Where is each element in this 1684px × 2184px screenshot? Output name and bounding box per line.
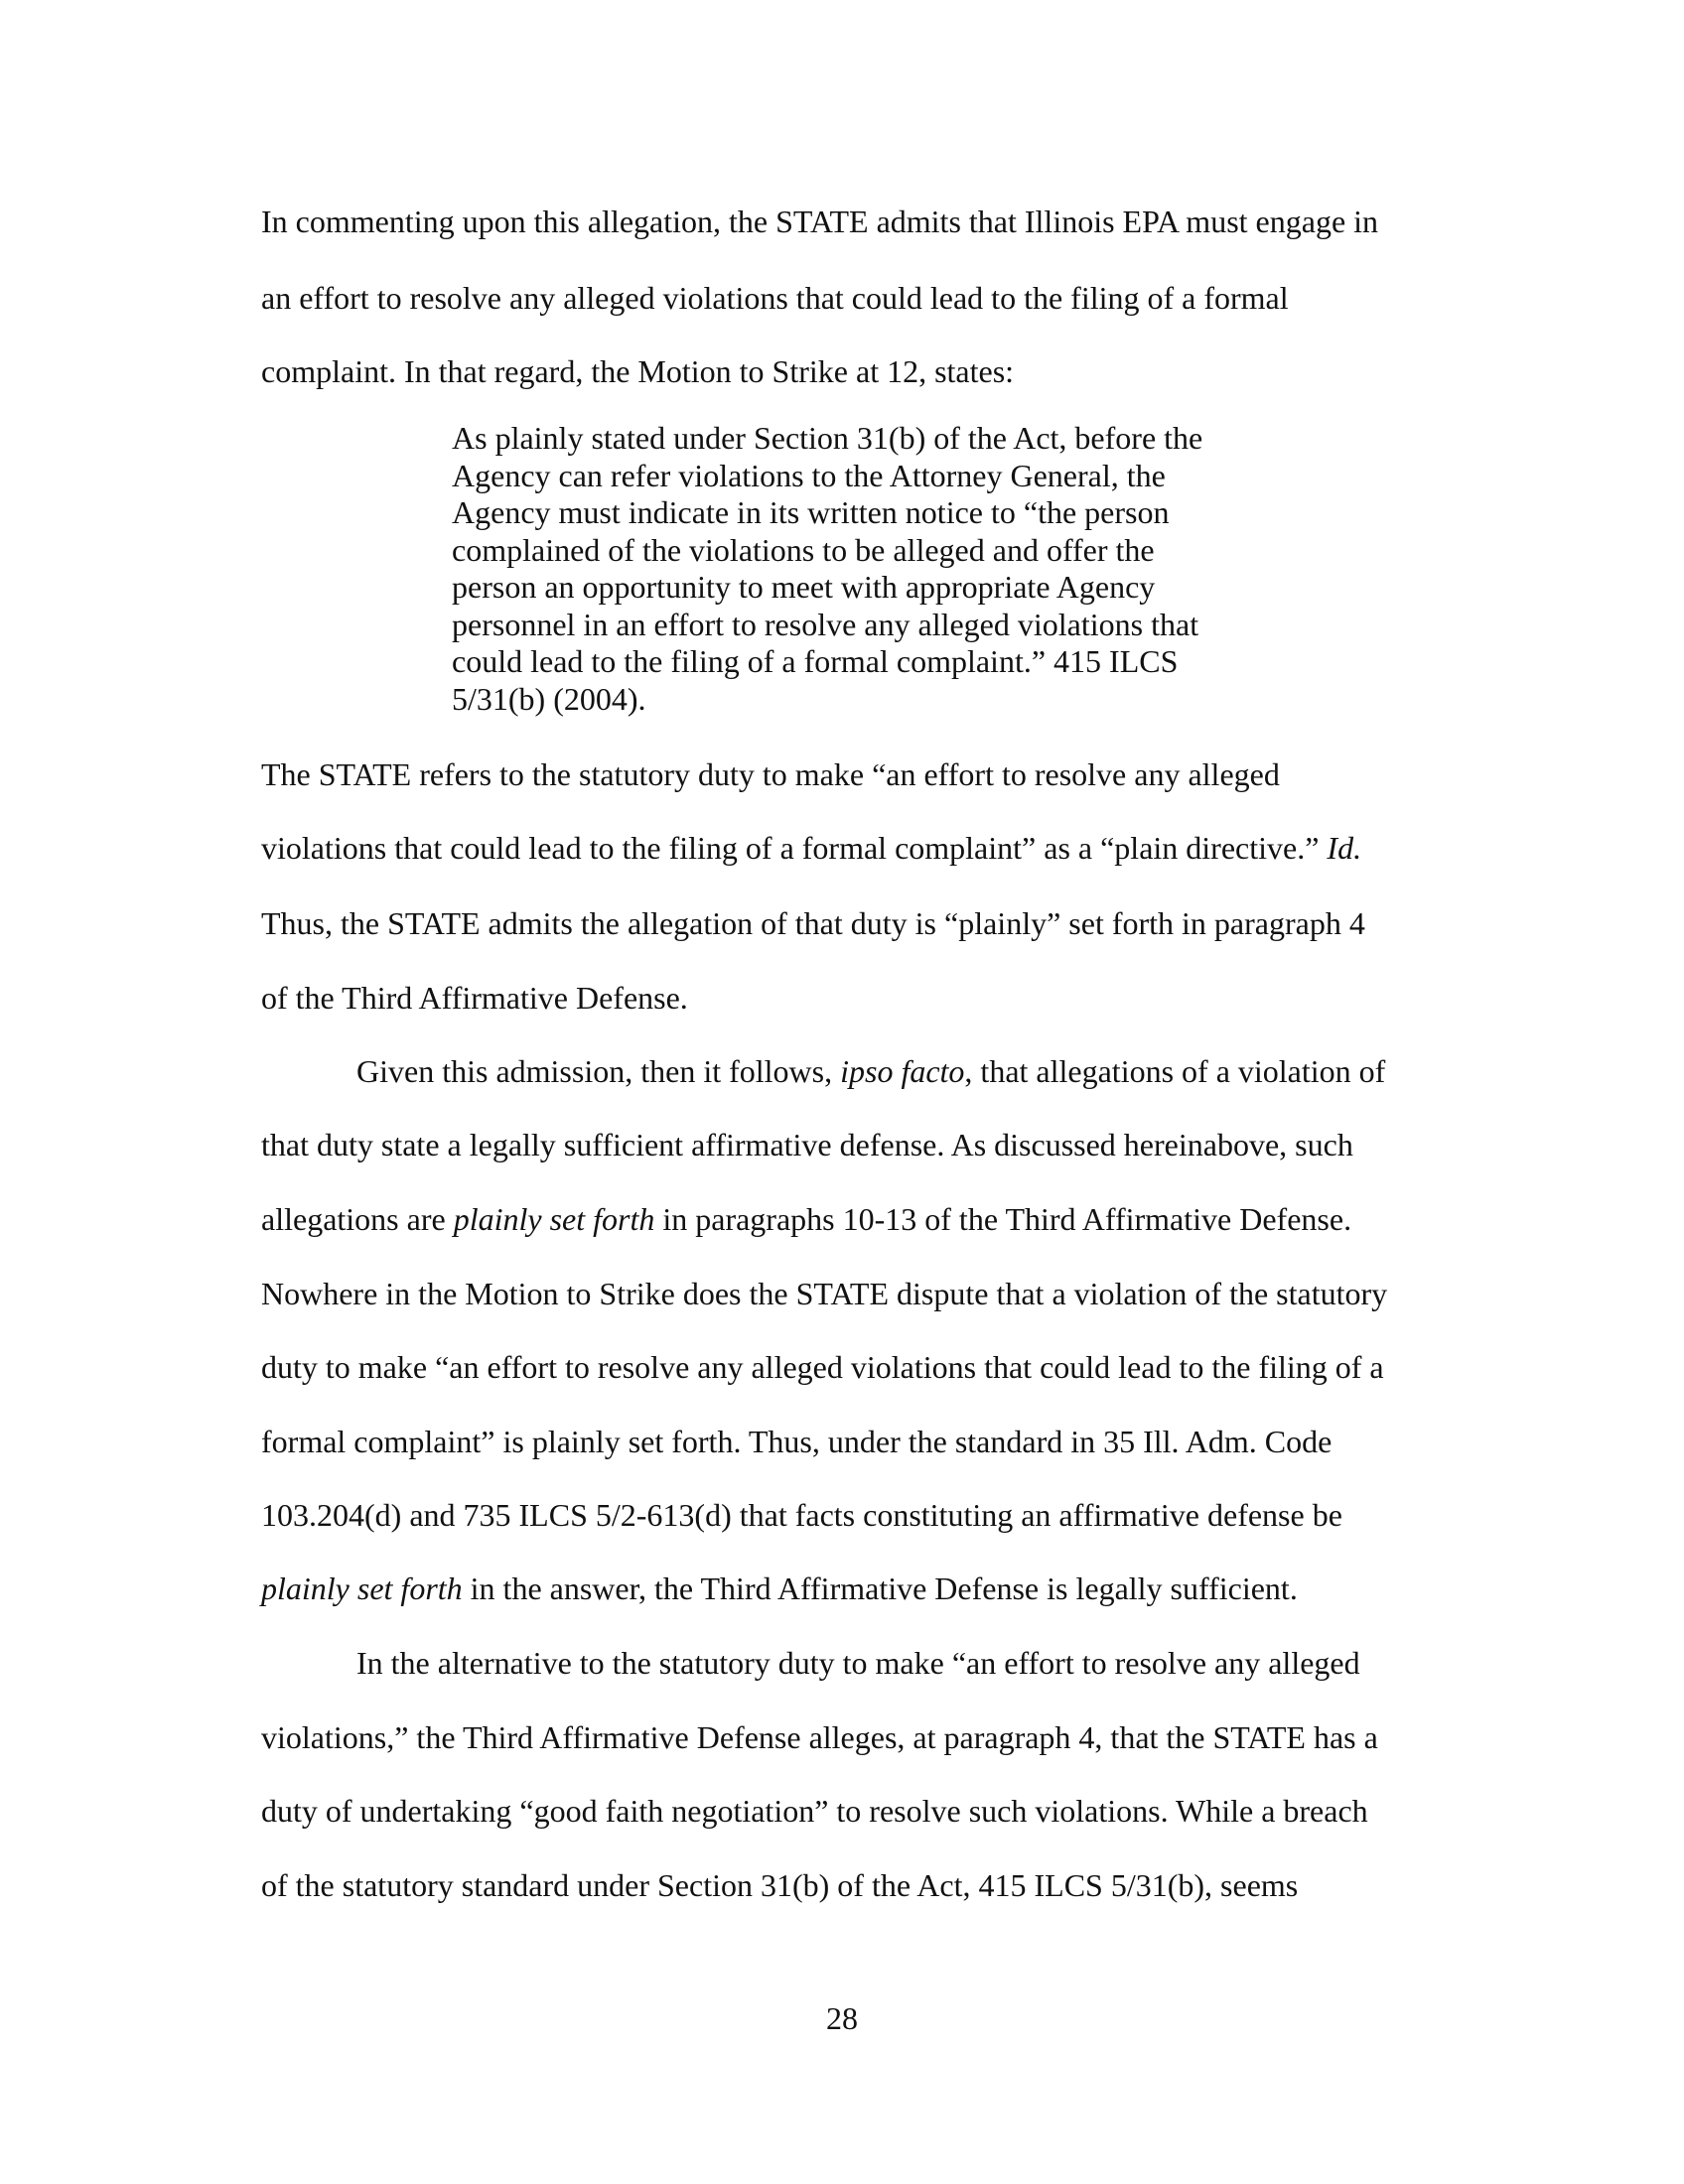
paragraph-3-line-3: [261, 1199, 1351, 1239]
paragraph-2-line-1: The STATE refers to the statutory duty to make “an effort to resolve any alleged: [261, 756, 1280, 792]
paragraph-2-line-3: Thus, the STATE admits the allegation of that duty is “plainly” set forth in paragraph 4: [261, 905, 1365, 941]
paragraph-1-line-1: In commenting upon this allegation, the STATE admits that Illinois EPA must engage in: [261, 204, 1379, 239]
block-quote-line: 5/31(b) (2004).: [452, 680, 646, 717]
paragraph-3-line-1: [356, 1051, 1385, 1091]
block-quote-line: could lead to the filing of a formal complaint.” 415 ILCS: [452, 643, 1179, 679]
paragraph-4-line-4: of the statutory standard under Section 31(b) of the Act, 415 ILCS 5/31(b), seems: [261, 1867, 1299, 1903]
paragraph-3-line-1-start: Given this admission, then it follows,: [356, 1053, 841, 1089]
paragraph-3-line-4: Nowhere in the Motion to Strike does the STATE dispute that a violation of the statutory: [261, 1276, 1388, 1311]
paragraph-3-line-3-end: in paragraphs 10-13 of the Third Affirmative Defense.: [654, 1201, 1352, 1237]
paragraph-4-line-1: In the alternative to the statutory duty to make “an effort to resolve any alleged: [356, 1645, 1360, 1681]
block-quote-line: Agency must indicate in its written notice to “the person: [452, 494, 1170, 530]
block-quote-line: personnel in an effort to resolve any alleged violations that: [452, 606, 1199, 642]
paragraph-4-line-3: duty of undertaking “good faith negotiation” to resolve such violations. While a breach: [261, 1793, 1368, 1829]
paragraph-3-line-5: duty to make “an effort to resolve any alleged violations that could lead to the filing of a: [261, 1349, 1384, 1385]
paragraph-1-line-3: complaint. In that regard, the Motion to Strike at 12, states:: [261, 353, 1015, 389]
block-quote-line: person an opportunity to meet with appropriate Agency: [452, 569, 1156, 605]
paragraph-2-line-2: [261, 828, 1361, 868]
block-quote-line: As plainly stated under Section 31(b) of the Act, before the: [452, 420, 1203, 456]
paragraph-3-line-8: [261, 1569, 1298, 1608]
plainly-set-forth-phrase: plainly set forth: [453, 1201, 655, 1237]
paragraph-3-line-1-end: , that allegations of a violation of: [964, 1053, 1386, 1089]
plainly-set-forth-phrase: plainly set forth: [261, 1570, 463, 1606]
paragraph-3-line-2: that duty state a legally sufficient affirmative defense. As discussed hereinabove, such: [261, 1127, 1353, 1162]
ipso-facto-phrase: ipso facto: [840, 1053, 965, 1089]
paragraph-3-line-6: formal complaint” is plainly set forth. Thus, under the standard in 35 Ill. Adm. Code: [261, 1424, 1333, 1459]
paragraph-2-line-4: of the Third Affirmative Defense.: [261, 980, 688, 1016]
block-quote: [452, 420, 1202, 718]
paragraph-3-line-3-start: allegations are: [261, 1201, 454, 1237]
paragraph-3-line-7: 103.204(d) and 735 ILCS 5/2-613(d) that facts constituting an affirmative defense be: [261, 1497, 1342, 1533]
citation-id: Id.: [1327, 830, 1362, 866]
page-number: 28: [826, 2000, 858, 2036]
block-quote-line: Agency can refer violations to the Attorney General, the: [452, 457, 1166, 493]
paragraph-4-line-2: violations,” the Third Affirmative Defense alleges, at paragraph 4, that the STATE has a: [261, 1719, 1378, 1755]
block-quote-line: complained of the violations to be alleged and offer the: [452, 531, 1155, 568]
paragraph-3-line-8-end: in the answer, the Third Affirmative Defense is legally sufficient.: [462, 1570, 1298, 1606]
paragraph-2-line-2-text: violations that could lead to the filing of a formal complaint” as a “plain directive.”: [261, 830, 1328, 866]
paragraph-1-line-2: an effort to resolve any alleged violations that could lead to the filing of a formal: [261, 280, 1289, 316]
